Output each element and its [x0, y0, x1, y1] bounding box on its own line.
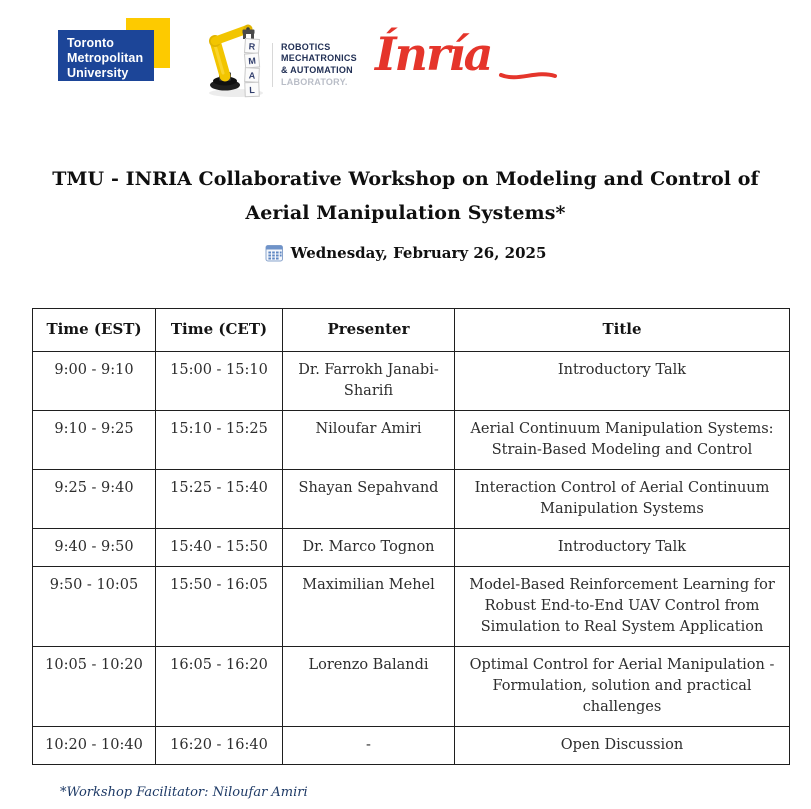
column-header-presenter: Presenter [283, 309, 455, 352]
rmal-logo-text [281, 42, 357, 89]
date-row [0, 244, 811, 262]
rmal-lab-logo [204, 18, 357, 98]
facilitator-footnote: *Workshop Facilitator: Niloufar Amiri [60, 785, 308, 800]
inria-logo-text: Ínría [374, 27, 492, 81]
schedule-table [32, 308, 790, 765]
cell-time-est: 10:05 - 10:20 [33, 646, 156, 726]
cell-presenter: Maximilian Mehel [283, 566, 455, 646]
cube-letter: A [248, 70, 256, 81]
table-row [33, 566, 790, 646]
cell-title: Introductory Talk [455, 351, 790, 410]
cell-presenter: Dr. Marco Tognon [283, 528, 455, 566]
cell-time-cet: 16:05 - 16:20 [156, 646, 283, 726]
cell-time-cet: 15:00 - 15:10 [156, 351, 283, 410]
tmu-logo-text [58, 30, 154, 81]
cell-title: Interaction Control of Aerial Continuum Manipulation Systems [455, 469, 790, 528]
cell-time-est: 9:40 - 9:50 [33, 528, 156, 566]
inria-logo [373, 26, 558, 94]
calendar-icon [265, 244, 284, 262]
cell-title: Open Discussion [455, 726, 790, 764]
cell-presenter: Dr. Farrokh Janabi-Sharifi [283, 351, 455, 410]
cell-presenter: Shayan Sepahvand [283, 469, 455, 528]
table-header-row [33, 309, 790, 352]
title-block [0, 162, 811, 230]
rmal-logo-line: & AUTOMATION [281, 65, 353, 75]
column-header-title: Title [455, 309, 790, 352]
column-header-time-cet: Time (CET) [156, 309, 283, 352]
rmal-logo-line: MECHATRONICS [281, 53, 357, 64]
cube-letter: L [249, 84, 255, 96]
cell-time-est: 9:50 - 10:05 [33, 566, 156, 646]
cell-time-est: 9:00 - 9:10 [33, 351, 156, 410]
table-row [33, 351, 790, 410]
page-title: TMU - INRIA Collaborative Workshop on Modeling and Control of Aerial Manipulation Systems* [52, 168, 759, 225]
rmal-logo-line: ROBOTICS [281, 41, 331, 52]
tmu-logo-line: Toronto [67, 36, 114, 50]
cube-letter: R [248, 41, 256, 52]
cell-presenter: Lorenzo Balandi [283, 646, 455, 726]
cell-time-cet: 16:20 - 16:40 [156, 726, 283, 764]
table-row [33, 410, 790, 469]
cell-time-cet: 15:40 - 15:50 [156, 528, 283, 566]
robot-arm-icon [204, 18, 268, 98]
rmal-logo-subline: LABORATORY. [281, 76, 348, 87]
cell-time-est: 10:20 - 10:40 [33, 726, 156, 764]
cell-title: Aerial Continuum Manipulation Systems: Strain-Based Modeling and Control [455, 410, 790, 469]
table-row [33, 726, 790, 764]
cell-time-est: 9:25 - 9:40 [33, 469, 156, 528]
tmu-university-logo [58, 18, 200, 92]
cell-title: Model-Based Reinforcement Learning for Robust End-to-End UAV Control from Simulation to Real System Application [455, 566, 790, 646]
cube-letter: M [247, 55, 257, 67]
tmu-logo-line: Metropolitan [67, 50, 144, 65]
logo-divider [272, 43, 273, 87]
cell-time-cet: 15:50 - 16:05 [156, 566, 283, 646]
event-date: Wednesday, February 26, 2025 [290, 244, 547, 262]
tmu-logo-line: University [67, 65, 129, 80]
inria-logo-icon [373, 26, 558, 90]
table-row [33, 528, 790, 566]
logo-header [58, 18, 558, 98]
cell-title: Introductory Talk [455, 528, 790, 566]
cell-time-est: 9:10 - 9:25 [33, 410, 156, 469]
cell-presenter: - [283, 726, 455, 764]
cell-presenter: Niloufar Amiri [283, 410, 455, 469]
cell-time-cet: 15:10 - 15:25 [156, 410, 283, 469]
cell-title: Optimal Control for Aerial Manipulation - Formulation, solution and practical challenges [455, 646, 790, 726]
cell-time-cet: 15:25 - 15:40 [156, 469, 283, 528]
table-row [33, 469, 790, 528]
column-header-time-est: Time (EST) [33, 309, 156, 352]
table-row [33, 646, 790, 726]
